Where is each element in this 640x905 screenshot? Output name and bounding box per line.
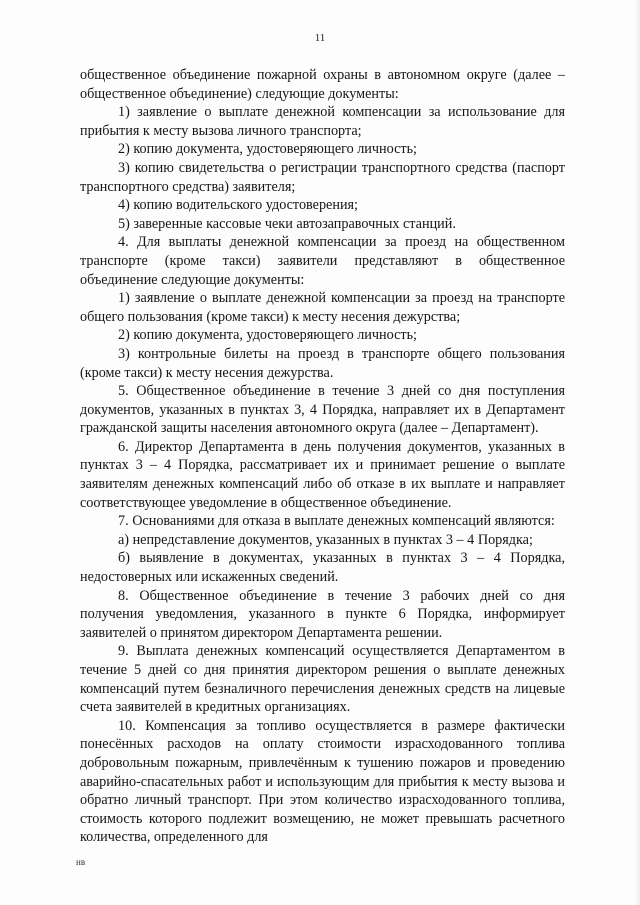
paragraph-9: 9. Выплата денежных компенсаций осуществляется Департаментом в течение 5 дней со дня принятия директором решения о выплате денежных компенсаций путем безналичного перечисления денежных средств на лицевые счета заявителей в кредитных организациях.	[80, 643, 565, 716]
page-number: 11	[314, 32, 326, 44]
list-item-4-2: 2) копию документа, удостоверяющего личность;	[118, 327, 417, 344]
paragraph-7: 7. Основаниями для отказа в выплате денежных компенсаций являются:	[118, 513, 555, 530]
list-item-4-1: 1) заявление о выплате денежной компенсации за проезд на транспорте общего пользования (кроме такси) к месту несения дежурства;	[80, 290, 565, 325]
list-item-3-4: 4) копию водительского удостоверения;	[118, 197, 359, 214]
paragraph-5: 5. Общественное объединение в течение 3 дней со дня поступления документов, указанных в пунктах 3, 4 Порядка, направляет их в Департамент гражданской защиты населения автономного округа (далее – Департамент).	[80, 383, 565, 437]
list-item-3-5: 5) заверенные кассовые чеки автозаправочных станций.	[118, 215, 456, 232]
list-item-7-b: б) выявление в документах, указанных в пунктах 3 – 4 Порядка, недостоверных или искаженных сведений.	[80, 550, 565, 586]
paragraph-6: 6. Директор Департамента в день получения документов, указанных в пунктах 3 – 4 Порядка, рассматривает их и принимает решение о выплате заявителям денежных компенсаций либо об отказе в их выплате и направляет соответствующее уведомление в общественное объединение.	[80, 438, 565, 511]
list-item-3-1: 1) заявление о выплате денежной компенсации за использование для прибытия к месту вызова личного транспорта;	[80, 104, 565, 139]
paragraph-8: 8. Общественное объединение в течение 3 рабочих дней со дня получения уведомления, указанного в пункте 6 Порядка, информирует заявителей о принятом директором Департамента решении.	[80, 587, 565, 641]
scan-edge-shadow	[634, 0, 640, 905]
paragraph-10: 10. Компенсация за топливо осуществляется в размере фактически понесённых расходов на оплату стоимости израсходованного топлива добровольным пожарным, привлечённым к тушению пожаров и проведению аварийно-спасательных работ и использующим для прибытия к месту вызова и обратно личный транспорт. При этом количество израсходованного топлива, стоимость которого подлежит возмещению, не может превышать расчетного количества, определенного для	[80, 717, 565, 846]
list-item-4-3: 3) контрольные билеты на проезд в транспорте общего пользования (кроме такси) к месту несения дежурства.	[80, 345, 565, 381]
list-item-3-3: 3) копию свидетельства о регистрации транспортного средства (паспорт транспортного средства) заявителя;	[80, 159, 565, 195]
document-body	[80, 66, 565, 847]
list-item-7-a: а) непредставление документов, указанных в пунктах 3 – 4 Порядка;	[118, 531, 533, 548]
paragraph-4: 4. Для выплаты денежной компенсации за проезд на общественном транспорте (кроме такси) заявители представляют в общественное объединение следующие документы:	[80, 234, 565, 288]
list-item-3-2: 2) копию документа, удостоверяющего личность;	[118, 141, 417, 158]
footer-mark: нв	[76, 857, 86, 867]
paragraph-continuation: общественное объединение пожарной охраны в автономном округе (далее – общественное объединение) следующие документы:	[80, 67, 565, 102]
